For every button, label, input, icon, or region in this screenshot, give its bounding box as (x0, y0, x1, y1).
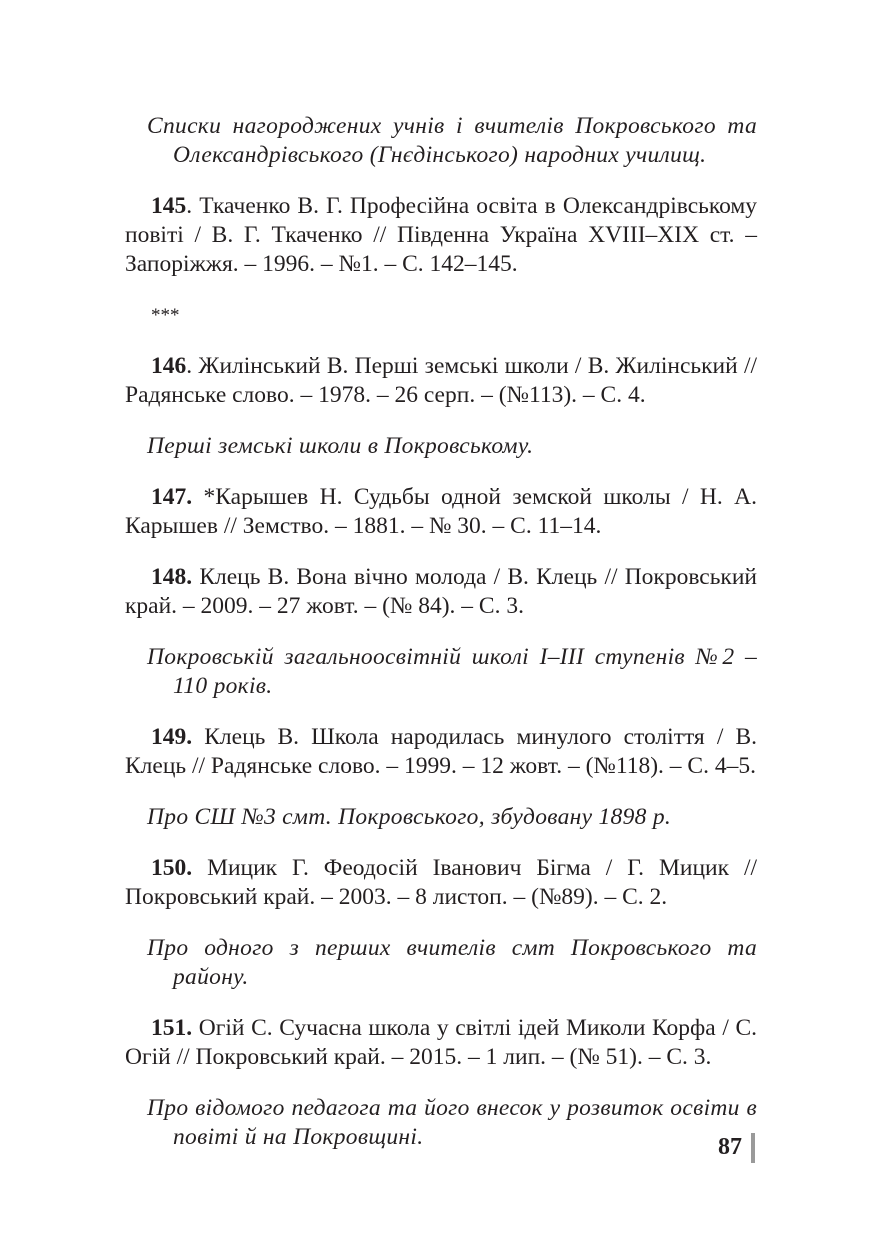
entry-number: 145 (151, 193, 187, 219)
entry-text: Мицик Г. Феодосій Іванович Бігма / Г. Мицик // Покровський край. – 2003. – 8 листоп. – (№89). – С. 2. (125, 855, 758, 910)
annotation: Про відомого педагога та його внесок у розвиток освіти в повіті й на Покровщині. (147, 1095, 757, 1150)
entry-text: Клець В. Вона вічно молода / В. Клець // Покровський край. – 2009. – 27 жовт. – (№ 84). – С. 3. (125, 564, 758, 619)
entry-number: 147. (151, 484, 193, 510)
bibliography-entry (125, 352, 757, 410)
entry-separator (192, 1015, 199, 1041)
bibliography-entry (125, 192, 757, 279)
bibliography-entry (125, 854, 757, 912)
entry-number: 150. (151, 855, 193, 881)
entry-separator: . (186, 193, 200, 219)
bibliography-entry (125, 1014, 757, 1072)
annotation: Про одного з перших вчителів смт Покровського та району. (147, 935, 757, 990)
entry-separator (192, 855, 207, 881)
page-number-divider (751, 1133, 755, 1163)
page-body (125, 112, 757, 1174)
entry-number: 149. (151, 724, 193, 750)
entry-text: Клець В. Школа народилась минулого століття / В. Клець // Радянське слово. – 1999. – 12 жовт. – (№118). – С. 4–5. (125, 724, 757, 779)
annotation: Покровській загальноосвітній школі I–III ступенів №2 – 110 років. (147, 644, 757, 699)
entry-number: 148. (151, 564, 193, 590)
entry-separator (192, 724, 204, 750)
section-separator: *** (151, 305, 180, 326)
entry-text: Огій С. Сучасна школа у світлі ідей Миколи Корфа / С. Огій // Покровський край. – 2015. – 1 лип. – (№ 51). – С. 3. (125, 1015, 758, 1070)
bibliography-entry (125, 723, 757, 781)
entry-text: Ткаченко В. Г. Професійна освіта в Олександрівському повіті / В. Г. Ткаченко // Південна Україна XVIII–XIX ст. – Запоріжжя. – 1996. – №1. – С. 142–145. (125, 193, 758, 277)
bibliography-entry (125, 483, 757, 541)
entry-separator (192, 484, 203, 510)
entry-separator: . (186, 353, 199, 379)
bibliography-entry (125, 563, 757, 621)
annotation: Списки нагороджених учнів і вчителів Покровського та Олександрівського (Гнєдінського) народних училищ. (147, 113, 757, 168)
page-number: 87 (718, 1134, 742, 1160)
entry-number: 146 (151, 353, 187, 379)
annotation: Перші земські школи в Покровському. (147, 433, 534, 459)
entry-text: *Карышев Н. Судьбы одной земской школы / Н. А. Карышев // Земство. – 1881. – № 30. – С. 11–14. (125, 484, 758, 539)
entry-number: 151. (151, 1015, 193, 1041)
entry-text: Жилінський В. Перші земські школи / В. Жилінський // Радянське слово. – 1978. – 26 серп. – (№113). – С. 4. (125, 353, 757, 408)
annotation: Про СШ №3 смт. Покровського, збудовану 1898 р. (147, 804, 672, 830)
